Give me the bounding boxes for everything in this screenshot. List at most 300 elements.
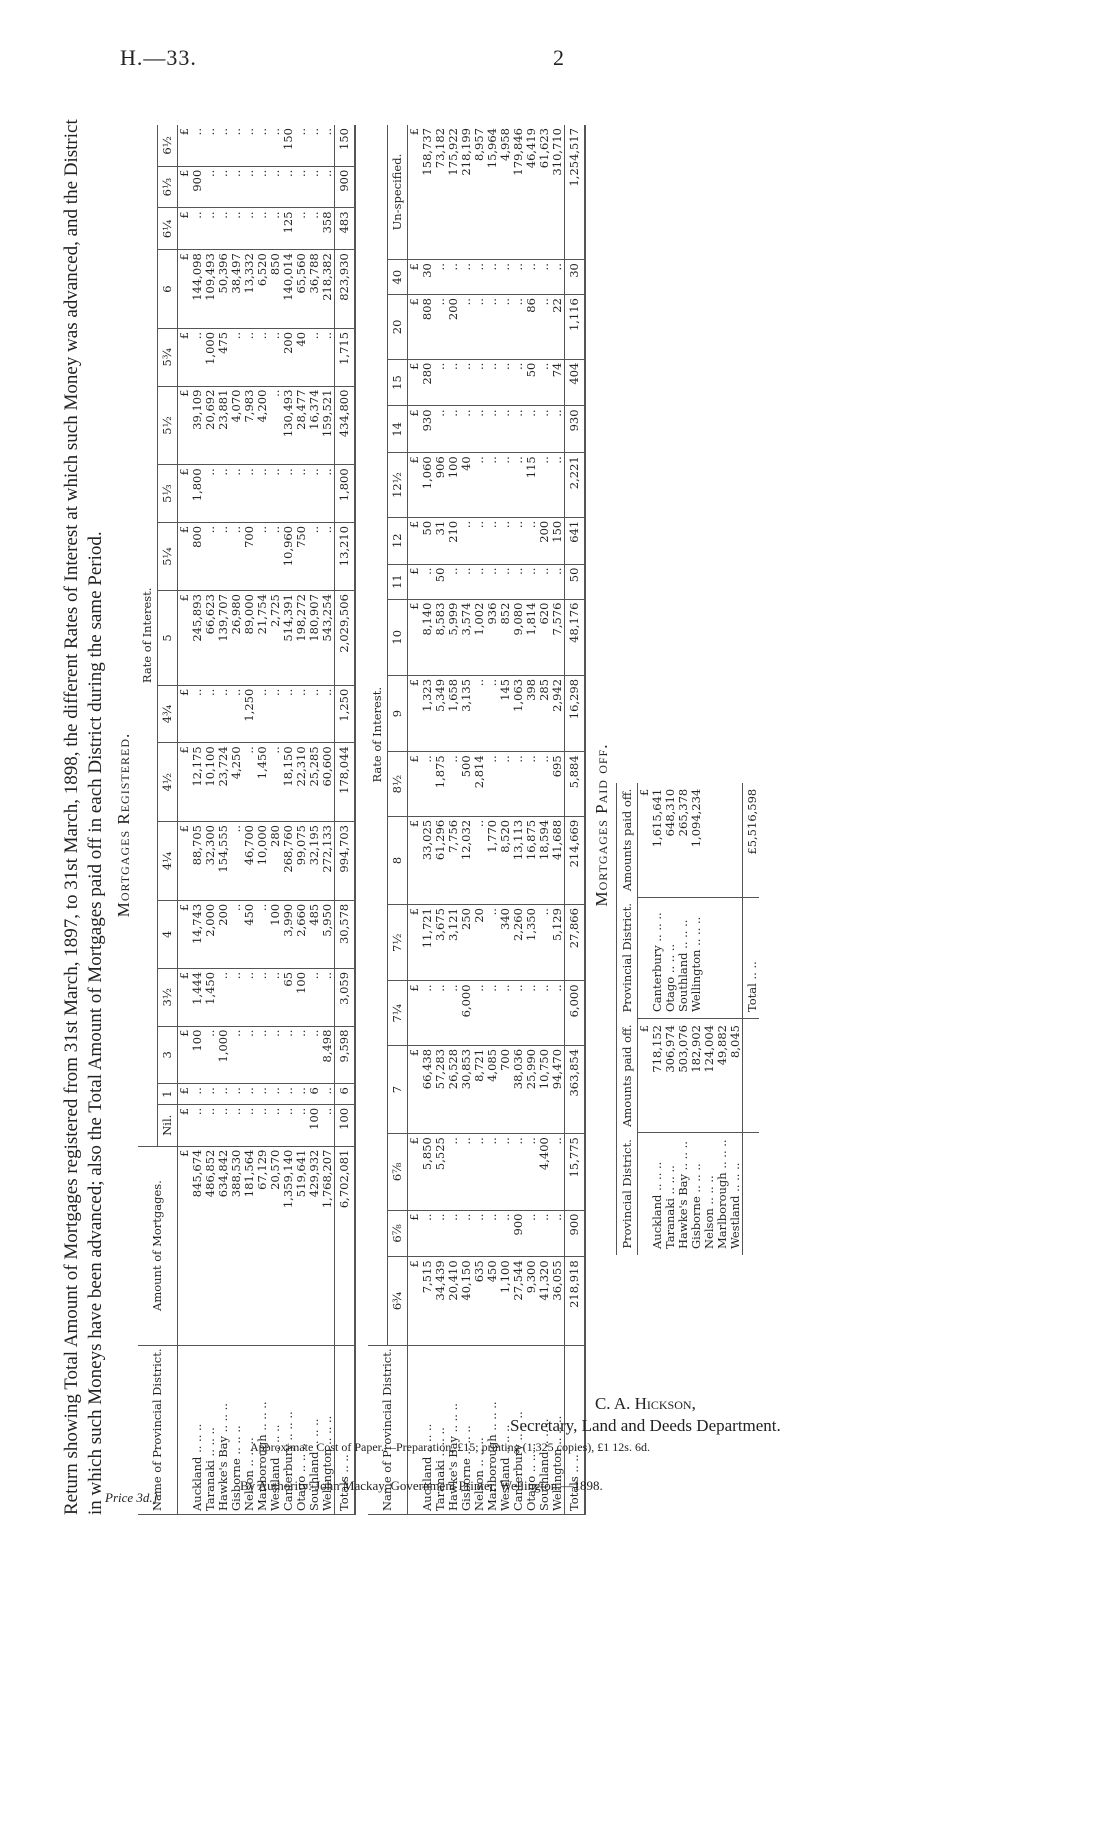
value-cell: .. — [230, 166, 243, 208]
value-cell: .. — [512, 752, 525, 817]
value-cell: 358 — [321, 208, 335, 250]
value-cell: .. — [230, 900, 243, 968]
value-cell: .. — [308, 1026, 321, 1084]
value-cell: 4,400 — [538, 1134, 551, 1210]
value-cell: .. — [486, 1210, 499, 1257]
value-cell: 150 — [551, 517, 565, 564]
value-cell: 13,332 — [243, 250, 256, 329]
value-cell: .. — [499, 752, 512, 817]
value-cell: 50 — [421, 517, 434, 564]
value-cell: .. — [308, 125, 321, 166]
value-cell: 9,080 — [512, 599, 525, 675]
signature-title: Secretary, Land and Deeds Department. — [510, 1416, 781, 1435]
value-cell: .. — [486, 981, 499, 1046]
value-cell: .. — [295, 208, 308, 250]
paid-district: Marlborough .. .. .. — [715, 1139, 729, 1249]
value-cell: .. — [191, 125, 204, 166]
unit-cell: £ — [408, 905, 422, 981]
value-cell: .. — [269, 522, 282, 590]
value-cell: 310,710 — [551, 125, 565, 260]
value-cell: .. — [217, 208, 230, 250]
district-name: Hawke's Bay .. .. .. — [447, 1345, 460, 1514]
paid-district: Gisborne .. .. .. — [689, 1163, 703, 1249]
value-cell: 100 — [269, 900, 282, 968]
totals-cell: 27,866 — [565, 905, 586, 981]
value-cell: 250 — [460, 905, 473, 981]
value-cell: .. — [499, 1210, 512, 1257]
value-cell: .. — [282, 685, 295, 743]
value-cell: 8,583 — [434, 599, 447, 675]
value-cell: 38,497 — [230, 250, 243, 329]
value-cell: .. — [308, 522, 321, 590]
value-cell: 100 — [447, 453, 460, 518]
district-name: Southland .. .. .. — [538, 1345, 551, 1514]
totals-cell: 214,669 — [565, 816, 586, 904]
value-cell: .. — [204, 522, 217, 590]
value-cell: .. — [256, 208, 269, 250]
value-cell: 30 — [421, 260, 434, 295]
value-cell: 3,121 — [447, 905, 460, 981]
value-cell: 398 — [525, 675, 538, 751]
totals-cell: 900 — [565, 1210, 586, 1257]
value-cell: 41,688 — [551, 816, 565, 904]
rate-column-header: 6¾ — [388, 1257, 408, 1345]
value-cell: .. — [230, 1104, 243, 1146]
value-cell: 1,350 — [525, 905, 538, 981]
rate-column-header: 6⅞ — [388, 1210, 408, 1257]
value-cell: .. — [460, 517, 473, 564]
totals-cell: 434,800 — [335, 386, 356, 465]
value-cell: .. — [243, 968, 256, 1026]
value-cell: .. — [512, 295, 525, 360]
value-cell: .. — [217, 1104, 230, 1146]
unit-cell: £ — [408, 125, 422, 260]
district-name: Taranaki .. .. .. — [434, 1345, 447, 1514]
rate-column-header: 5¼ — [158, 522, 178, 590]
value-cell: .. — [217, 522, 230, 590]
value-cell: .. — [447, 359, 460, 406]
value-cell: 1,250 — [243, 685, 256, 743]
totals-cell: 3,059 — [335, 968, 356, 1026]
value-cell: .. — [525, 406, 538, 453]
value-cell: .. — [204, 1104, 217, 1146]
paid-total-spacer — [743, 1019, 760, 1133]
value-cell: 13,113 — [512, 816, 525, 904]
paid-total-spacer — [743, 1133, 760, 1255]
value-cell: .. — [308, 166, 321, 208]
value-cell: .. — [486, 905, 499, 981]
value-cell: .. — [256, 1026, 269, 1084]
value-cell: 285 — [538, 675, 551, 751]
district-name: Auckland .. .. .. — [421, 1345, 434, 1514]
value-cell: 23,724 — [217, 743, 230, 822]
value-cell: 179,846 — [512, 125, 525, 260]
value-cell: .. — [447, 260, 460, 295]
value-cell: .. — [243, 208, 256, 250]
value-cell: 5,850 — [421, 1134, 434, 1210]
value-cell: .. — [538, 260, 551, 295]
value-cell: .. — [204, 208, 217, 250]
rate-column-header: 4 — [158, 900, 178, 968]
district-name: Otago .. .. .. — [295, 1345, 308, 1514]
value-cell: .. — [499, 981, 512, 1046]
value-cell: 3,135 — [460, 675, 473, 751]
value-cell: .. — [473, 517, 486, 564]
paid-total-amount: £5,516,598 — [743, 783, 760, 897]
value-cell: .. — [269, 208, 282, 250]
value-cell: .. — [256, 125, 269, 166]
value-cell: .. — [230, 208, 243, 250]
value-cell: .. — [243, 1084, 256, 1105]
value-cell: 8,957 — [473, 125, 486, 260]
unit-cell: £ — [178, 386, 192, 465]
district-name: Marlborough .. .. .. — [256, 1345, 269, 1514]
unit-cell: £ — [408, 359, 422, 406]
rates2-body — [408, 125, 586, 1515]
value-cell: .. — [243, 465, 256, 523]
value-cell: 10,750 — [538, 1045, 551, 1133]
totals-cell: 15,775 — [565, 1134, 586, 1210]
value-cell: 750 — [295, 522, 308, 590]
value-cell: 272,133 — [321, 822, 335, 901]
rate-column-header: 6⅓ — [158, 166, 178, 208]
value-cell: .. — [282, 1104, 295, 1146]
value-cell: .. — [473, 1134, 486, 1210]
amount-cell: 67,129 — [256, 1146, 269, 1345]
value-cell: .. — [551, 981, 565, 1046]
value-cell: .. — [499, 406, 512, 453]
value-cell: .. — [499, 260, 512, 295]
value-cell: 5,349 — [434, 675, 447, 751]
value-cell: 140,014 — [282, 250, 295, 329]
value-cell: 850 — [269, 250, 282, 329]
rate-column-header: 20 — [388, 295, 408, 360]
value-cell: 8,140 — [421, 599, 434, 675]
value-cell: 22 — [551, 295, 565, 360]
rate-column-header: 4¼ — [158, 822, 178, 901]
value-cell: .. — [308, 465, 321, 523]
value-cell: .. — [460, 564, 473, 599]
value-cell: 100 — [308, 1104, 321, 1146]
value-cell: .. — [512, 517, 525, 564]
value-cell: 65 — [282, 968, 295, 1026]
registered-body — [178, 125, 356, 1515]
value-cell: .. — [499, 1134, 512, 1210]
totals-cell: 150 — [335, 125, 356, 166]
rate-column-header: 12½ — [388, 453, 408, 518]
value-cell: 10,100 — [204, 743, 217, 822]
value-cell: 695 — [551, 752, 565, 817]
rate-column-header: 7¼ — [388, 981, 408, 1046]
totals-cell: 50 — [565, 564, 586, 599]
value-cell: 268,760 — [282, 822, 295, 901]
value-cell: 1,063 — [512, 675, 525, 751]
value-cell: .. — [486, 675, 499, 751]
totals-label: Totals .. .. — [565, 1345, 586, 1514]
totals-cell: 641 — [565, 517, 586, 564]
paid-district — [703, 897, 716, 1018]
value-cell: .. — [512, 359, 525, 406]
value-cell: 1,000 — [204, 328, 217, 386]
paid-amount: 49,882 — [716, 1019, 729, 1133]
value-cell: 6,000 — [460, 981, 473, 1046]
value-cell: 94,470 — [551, 1045, 565, 1133]
value-cell: 21,754 — [256, 591, 269, 686]
value-cell: 46,700 — [243, 822, 256, 901]
value-cell: .. — [269, 685, 282, 743]
unit-cell: £ — [178, 328, 192, 386]
paid-amount: 718,152 — [651, 1019, 664, 1133]
value-cell: 11,721 — [421, 905, 434, 981]
value-cell: 930 — [421, 406, 434, 453]
value-cell: 20,692 — [204, 386, 217, 465]
amount-cell: 486,852 — [204, 1146, 217, 1345]
paid-amount: 8,045 — [729, 1019, 743, 1133]
rate-column-header: 6 — [158, 250, 178, 329]
value-cell: 50 — [434, 564, 447, 599]
value-cell: 2,942 — [551, 675, 565, 751]
value-cell: .. — [217, 968, 230, 1026]
value-cell: .. — [486, 517, 499, 564]
paid-district: Wellington .. .. .. — [690, 897, 703, 1018]
value-cell: 18,150 — [282, 743, 295, 822]
paid-district: Canterbury .. .. .. — [651, 897, 664, 1018]
value-cell: .. — [230, 465, 243, 523]
value-cell: .. — [447, 564, 460, 599]
cost-note: Approximate Cost of Paper.—Preparation, £15; printing (1,325 copies), £1 12s. 6d. — [250, 1440, 650, 1454]
value-cell: .. — [538, 752, 551, 817]
value-cell: 2,814 — [473, 752, 486, 817]
unit-cell: £ — [178, 1146, 192, 1345]
value-cell: 26,980 — [230, 591, 243, 686]
district-name: Marlborough .. .. .. — [486, 1345, 499, 1514]
registered-table — [138, 125, 356, 1515]
unit-cell: £ — [638, 783, 652, 897]
value-cell: .. — [204, 1026, 217, 1084]
unit-cell: £ — [408, 752, 422, 817]
value-cell: .. — [460, 1210, 473, 1257]
rate-column-header: 15 — [388, 359, 408, 406]
unit-row — [638, 783, 652, 1255]
value-cell: 200 — [282, 328, 295, 386]
unit-cell: £ — [178, 250, 192, 329]
value-cell: 16,875 — [525, 816, 538, 904]
paid-dist-header-left: Provincial District. — [617, 1133, 638, 1255]
unit-cell — [638, 1133, 652, 1255]
value-cell: 100 — [295, 968, 308, 1026]
value-cell: 900 — [512, 1210, 525, 1257]
rate-header: Rate of Interest. — [138, 125, 158, 1146]
value-cell: 1,323 — [421, 675, 434, 751]
value-cell: 4,958 — [499, 125, 512, 260]
value-cell: .. — [321, 522, 335, 590]
value-cell: .. — [243, 1104, 256, 1146]
district-name: Otago .. .. .. — [525, 1345, 538, 1514]
value-cell: .. — [525, 564, 538, 599]
value-cell: 4,070 — [230, 386, 243, 465]
paid-amount — [703, 783, 716, 897]
totals-row — [565, 125, 586, 1515]
value-cell: 61,296 — [434, 816, 447, 904]
value-cell: 26,528 — [447, 1045, 460, 1133]
rate-column-header: 9 — [388, 675, 408, 751]
value-cell: 33,025 — [421, 816, 434, 904]
value-cell: .. — [473, 564, 486, 599]
value-cell: .. — [295, 166, 308, 208]
value-cell: 500 — [460, 752, 473, 817]
value-cell: .. — [256, 968, 269, 1026]
unit-cell: £ — [408, 1257, 422, 1345]
value-cell: 109,493 — [204, 250, 217, 329]
value-cell: .. — [473, 1210, 486, 1257]
value-cell: .. — [217, 685, 230, 743]
value-cell: .. — [473, 981, 486, 1046]
value-cell: .. — [321, 1084, 335, 1105]
totals-cell: 930 — [565, 406, 586, 453]
signature-name: C. A. Hickson, — [594, 1394, 696, 1413]
value-cell: .. — [308, 328, 321, 386]
rate-column-header: 7 — [388, 1045, 408, 1133]
unit-cell: £ — [408, 453, 422, 518]
value-cell: .. — [243, 328, 256, 386]
value-cell: .. — [230, 822, 243, 901]
value-cell: .. — [538, 905, 551, 981]
unit-cell: £ — [408, 1045, 422, 1133]
value-cell: .. — [434, 359, 447, 406]
rate-column-header: 3 — [158, 1026, 178, 1084]
value-cell: .. — [499, 517, 512, 564]
value-cell: .. — [230, 1026, 243, 1084]
unit-cell — [178, 1345, 192, 1514]
totals-cell: 48,176 — [565, 599, 586, 675]
value-cell: 145 — [499, 675, 512, 751]
value-cell: .. — [204, 685, 217, 743]
value-cell: .. — [447, 1210, 460, 1257]
value-cell: 158,737 — [421, 125, 434, 260]
value-cell: 154,555 — [217, 822, 230, 901]
district-name: Wellington .. .. .. — [321, 1345, 335, 1514]
totals-cell: 1,800 — [335, 465, 356, 523]
unit-cell: £ — [408, 564, 422, 599]
district-name: Gisborne .. .. .. — [230, 1345, 243, 1514]
totals-cell: 218,918 — [565, 1257, 586, 1345]
value-cell: .. — [460, 260, 473, 295]
value-cell: .. — [538, 1210, 551, 1257]
value-cell: .. — [473, 453, 486, 518]
signature-block — [510, 1393, 781, 1437]
totals-label: Totals .. .. — [335, 1345, 356, 1514]
value-cell: .. — [551, 406, 565, 453]
document-code: H.—33. — [120, 45, 197, 70]
amount-cell: 634,842 — [217, 1146, 230, 1345]
value-cell: 6 — [308, 1084, 321, 1105]
value-cell: 39,109 — [191, 386, 204, 465]
paid-district: Otago .. .. .. — [664, 897, 677, 1018]
paid-amount: 124,004 — [703, 1019, 716, 1133]
value-cell: .. — [512, 981, 525, 1046]
value-cell: 1,658 — [447, 675, 460, 751]
value-cell: 200 — [538, 517, 551, 564]
value-cell: 60,600 — [321, 743, 335, 822]
unit-cell: £ — [408, 406, 422, 453]
unit-row — [178, 125, 192, 1515]
value-cell: 450 — [243, 900, 256, 968]
value-cell: .. — [525, 1210, 538, 1257]
value-cell: 808 — [421, 295, 434, 360]
value-cell: 200 — [447, 295, 460, 360]
value-cell: .. — [295, 465, 308, 523]
value-cell: .. — [269, 328, 282, 386]
value-cell: 38,036 — [512, 1045, 525, 1133]
value-cell: .. — [191, 1084, 204, 1105]
value-cell: 23,881 — [217, 386, 230, 465]
value-cell: .. — [269, 166, 282, 208]
value-cell: .. — [256, 522, 269, 590]
value-cell: .. — [256, 328, 269, 386]
paid-amount: 503,076 — [677, 1019, 690, 1133]
value-cell: 4,250 — [230, 743, 243, 822]
rotated-content — [60, 105, 759, 1545]
value-cell: 66,623 — [204, 591, 217, 686]
value-cell: 36,055 — [551, 1257, 565, 1345]
value-cell: .. — [434, 981, 447, 1046]
value-cell: .. — [473, 675, 486, 751]
value-cell: .. — [525, 981, 538, 1046]
value-cell: .. — [308, 208, 321, 250]
rate-column-header: 3½ — [158, 968, 178, 1026]
value-cell: 700 — [243, 522, 256, 590]
unit-cell: £ — [178, 1084, 192, 1105]
value-cell: .. — [551, 453, 565, 518]
value-cell: .. — [473, 260, 486, 295]
value-cell: .. — [243, 743, 256, 822]
value-cell: 3,990 — [282, 900, 295, 968]
totals-cell: 2,029,506 — [335, 591, 356, 686]
name-header: Name of Provincial District. — [138, 1345, 178, 1514]
value-cell: 139,707 — [217, 591, 230, 686]
value-cell: 40 — [295, 328, 308, 386]
unit-cell: £ — [638, 1019, 652, 1133]
value-cell: .. — [473, 406, 486, 453]
value-cell: 3,574 — [460, 599, 473, 675]
value-cell: 36,788 — [308, 250, 321, 329]
rates-table-2 — [368, 125, 586, 1515]
value-cell: 22,310 — [295, 743, 308, 822]
value-cell: 180,907 — [308, 591, 321, 686]
rate-column-header: Un-specified. — [388, 125, 408, 260]
value-cell: .. — [434, 260, 447, 295]
totals-cell: 404 — [565, 359, 586, 406]
value-cell: 200 — [217, 900, 230, 968]
value-cell: 10,960 — [282, 522, 295, 590]
value-cell: 18,594 — [538, 816, 551, 904]
district-name: Gisborne .. .. .. — [460, 1345, 473, 1514]
paid-total-label: Total .. .. — [743, 897, 760, 1018]
rate-columns-row-2 — [388, 125, 408, 1515]
value-cell: .. — [499, 295, 512, 360]
value-cell: .. — [269, 465, 282, 523]
rate-column-header: 12 — [388, 517, 408, 564]
unit-cell: £ — [408, 981, 422, 1046]
value-cell: .. — [230, 125, 243, 166]
page-number: 2 — [553, 45, 564, 70]
value-cell: 115 — [525, 453, 538, 518]
value-cell: 4,085 — [486, 1045, 499, 1133]
district-name: Canterbury .. .. .. — [512, 1345, 525, 1514]
value-cell: .. — [460, 295, 473, 360]
district-name: Taranaki .. .. .. — [204, 1345, 217, 1514]
value-cell: .. — [282, 166, 295, 208]
